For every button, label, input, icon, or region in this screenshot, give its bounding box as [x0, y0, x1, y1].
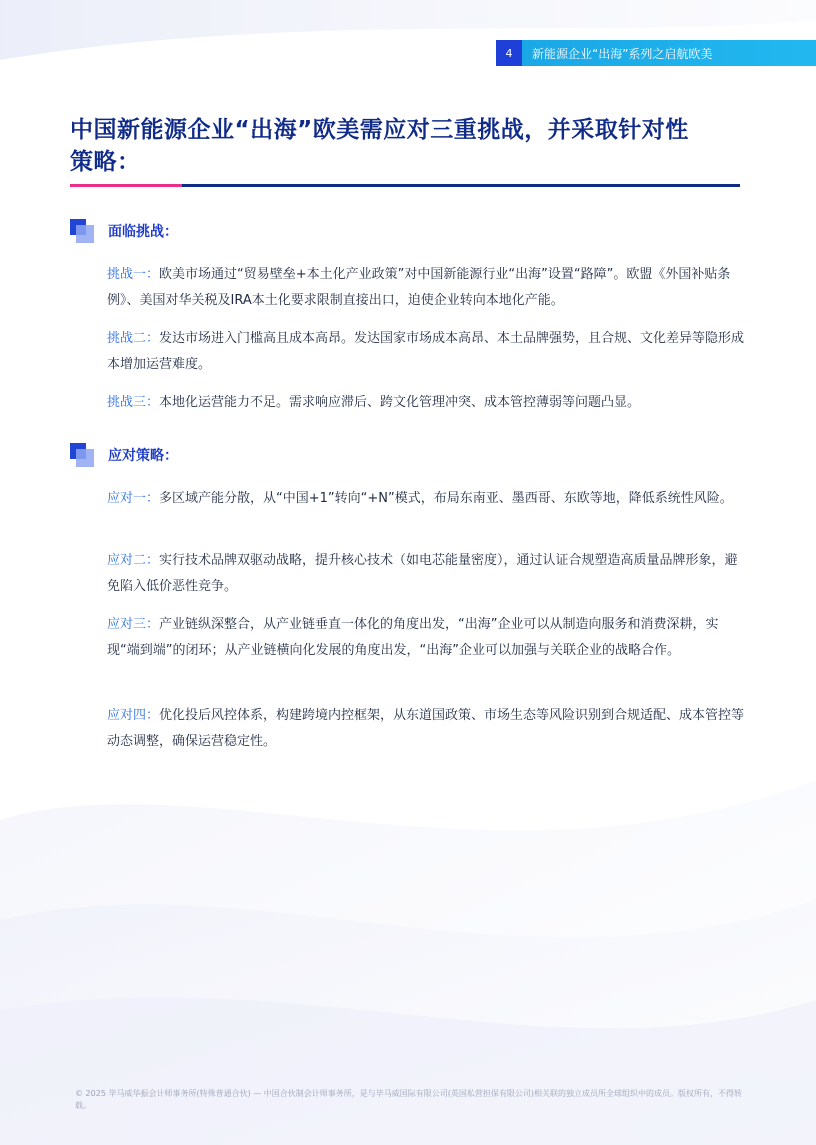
page-title — [70, 114, 750, 178]
strategy-text: 多区域产能分散，从“中国+1”转向“+N”模式，布局东南亚、墨西哥、东欧等地，降低系统性风险。 — [159, 491, 733, 506]
strategy-tag: 应对三： — [107, 617, 160, 632]
challenge-item — [107, 326, 747, 378]
strategy-item — [107, 612, 747, 664]
section-heading-challenges — [70, 219, 178, 243]
challenge-text: 欧美市场通过“贸易壁垒+本土化产业政策”对中国新能源行业“出海”设置“路障”。欧盟《外国补贴条例》、美国对华关税及IRA本土化要求限制直接出口，迫使企业转向本地化产能。 — [107, 267, 731, 308]
series-title: 新能源企业“出海”系列之启航欧美 — [522, 40, 816, 66]
page-number: 4 — [496, 40, 522, 66]
challenge-tag: 挑战三： — [107, 395, 160, 410]
strategy-tag: 应对一： — [107, 491, 160, 506]
strategy-text: 实行技术品牌双驱动战略，提升核心技术（如电芯能量密度），通过认证合规塑造高质量品牌形象，避免陷入低价恶性竞争。 — [107, 553, 738, 594]
footer-copyright: © 2025 毕马威华振会计师事务所(特殊普通合伙) — 中国合伙制会计师事务所，是与毕马威国际有限公司(英国私营担保有限公司)相关联的独立成员所全球组织中的成员。版权所有，不得转载。 — [75, 1089, 743, 1110]
challenge-item — [107, 390, 747, 416]
strategy-tag: 应对二： — [107, 553, 160, 568]
page-title-line2: 策略： — [70, 149, 141, 175]
section-label: 应对策略： — [108, 448, 178, 464]
section-heading-strategies — [70, 443, 178, 467]
section-label: 面临挑战： — [108, 224, 178, 240]
strategy-item — [107, 703, 747, 755]
page-title-line1: 中国新能源企业“出海”欧美需应对三重挑战，并采取针对性 — [70, 117, 689, 143]
challenge-tag: 挑战二： — [107, 331, 160, 346]
squares-icon — [70, 219, 96, 243]
title-divider-accent — [70, 184, 182, 187]
strategy-item — [107, 486, 747, 512]
challenge-item — [107, 262, 747, 314]
squares-icon — [70, 443, 96, 467]
strategy-item — [107, 548, 747, 600]
strategy-text: 产业链纵深整合，从产业链垂直一体化的角度出发，“出海”企业可以从制造向服务和消费深耕，实现“端到端”的闭环；从产业链横向化发展的角度出发，“出海”企业可以加强与关联企业的战略合作。 — [107, 617, 719, 658]
page-header-tab — [496, 40, 816, 66]
strategy-tag: 应对四： — [107, 708, 160, 723]
title-divider — [70, 184, 740, 187]
challenge-text: 发达市场进入门槛高且成本高昂。发达国家市场成本高昂、本土品牌强势，且合规、文化差异等隐形成本增加运营难度。 — [107, 331, 745, 372]
challenge-text: 本地化运营能力不足。需求响应滞后、跨文化管理冲突、成本管控薄弱等问题凸显。 — [159, 395, 641, 410]
challenge-tag: 挑战一： — [107, 267, 160, 282]
strategy-text: 优化投后风控体系，构建跨境内控框架，从东道国政策、市场生态等风险识别到合规适配、成本管控等动态调整，确保运营稳定性。 — [107, 708, 745, 749]
